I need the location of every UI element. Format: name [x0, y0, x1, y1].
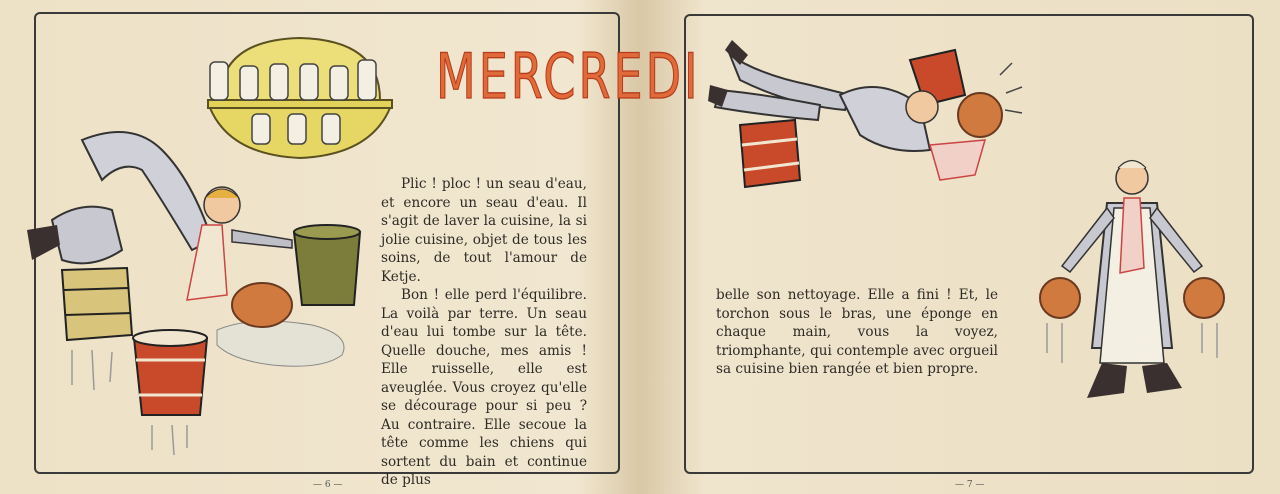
left-page-text	[381, 175, 587, 490]
paragraph-2: Bon ! elle perd l'équilibre. La voilà par terre. Un seau d'eau lui tombe sur la tête. Quelle douche, mes amis ! Elle ruisselle, elle est aveuglée. Vous croyez qu'elle se décourage pour si peu ? Au contraire. Elle secoue la tête comme les chiens qui sortent du bain et continue de plus	[381, 287, 587, 488]
page-number-right: — 7 —	[955, 480, 985, 490]
standing-figure-illustration	[1032, 148, 1232, 423]
right-page-text: belle son nettoyage. Elle a fini ! Et, le torchon sous le bras, une éponge en chaque main, vous la voyez, triomphante, qui contemple avec orgueil sa cuisine bien rangée et bien propre.	[716, 287, 998, 377]
right-page	[640, 0, 1280, 494]
paragraph-1: Plic ! ploc ! un seau d'eau, et encore un seau d'eau. Il s'agit de laver la cuisine, la si jolie cuisine, objet de tous les soins, de tout l'amour de Ketje.	[381, 176, 587, 285]
kitchen-scene-illustration	[22, 120, 372, 460]
falling-figure-illustration	[700, 35, 1060, 205]
page-title: MERCREDI	[436, 40, 701, 113]
page-number-left: — 6 —	[313, 480, 343, 490]
